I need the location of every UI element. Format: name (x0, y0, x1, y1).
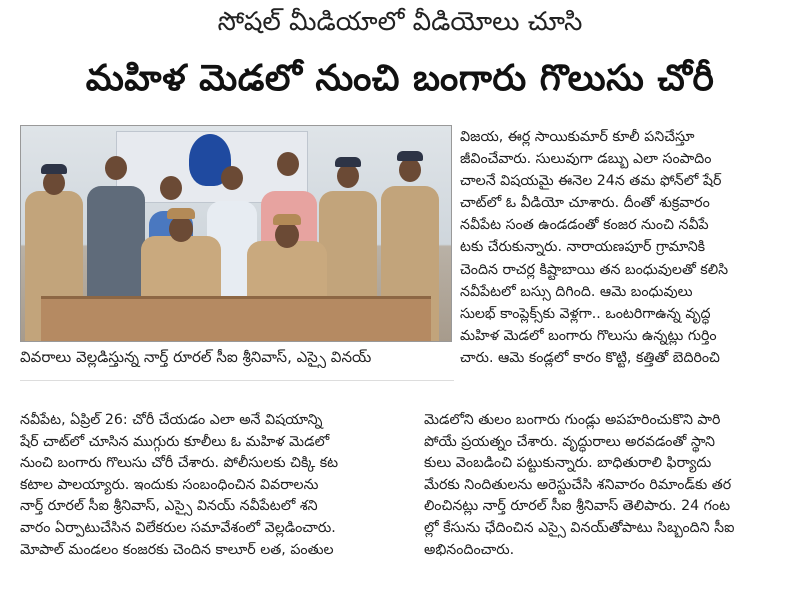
body-line: నుంచి బంగారు గొలుసు చోరీ చేశారు. పోలీసులకు చిక్కి కట (20, 455, 339, 472)
body-line: మోపాల్ మండలం కంజరకు చెందిన కాలూర్ లత, పంతుల (20, 541, 334, 558)
desk (41, 296, 431, 341)
body-line: చెందిన రాచర్ల కిష్టాబాయి తన బంధువులతో కలిసి (460, 261, 729, 278)
body-line: మహిళ మెడలో బంగారు గొలుసు ఉన్నట్లు గుర్తిం (460, 327, 717, 344)
body-line: సులభ్ కాంప్లెక్స్‌కు వెళ్లగా.. ఒంటరిగాఉన్న వృద్ధ (460, 305, 711, 322)
person-7-cap (397, 151, 423, 161)
person-4-head (221, 166, 243, 190)
body-line: ల్లో కేసును ఛేదించిన ఎస్సై వినయ్‌తోపాటు సిబ్బందిని సీఐ (424, 519, 735, 536)
body-line: మెడలోని తులం బంగారు గుండ్లు అపహరించుకొని పారి (424, 412, 721, 428)
body-line: టకు చేరుకున్నారు. నారాయణపూర్ గ్రామానికి (460, 239, 706, 256)
body-line: నార్త్ రూరల్ సీఐ శ్రీనివాస్, ఎస్సై వినయ్ నవీపేటలో శని (20, 498, 318, 515)
article-left-column (20, 410, 422, 561)
seated-officer-1-cap (167, 208, 195, 219)
body-line: చాలనే విషయమై ఈనెల 24న తమ ఫోన్‌లో షేర్ (460, 173, 722, 190)
body-line: కటాల పాలయ్యారు. ఇందుకు సంబంధించిన వివరాలను (20, 476, 319, 493)
body-line: వారం ఏర్పాటుచేసిన విలేకరుల సమావేశంలో వెల్లడించారు. (20, 519, 336, 536)
article-right-column (460, 126, 796, 369)
article-headline: మహిళ మెడలో నుంచి బంగారు గొలుసు చోరీ (85, 58, 715, 99)
body-line: నవీపేటలో బస్సు దిగింది. ఆమె బంధువులు (460, 283, 693, 300)
article-kicker: సోషల్ మీడియాలో వీడియోలు చూసి (217, 7, 583, 37)
seated-officer-2-cap (273, 214, 301, 225)
body-line: అభినందించారు. (424, 541, 515, 558)
body-line: నవీపేట సంత ఉండడంతో కంజర నుంచి నవీపే (460, 217, 709, 234)
body-line: కులు వెంబడించి పట్టుకున్నారు. బాధితురాలి ఫిర్యాదు (424, 455, 712, 472)
body-line: చాట్‌లో ఓ వీడియో చూశారు. దీంతో శుక్రవారం (460, 195, 710, 212)
body-line: పోయే ప్రయత్నం చేశారు. వృద్ధురాలు అరవడంతో స్థాని (424, 433, 715, 450)
news-photo (20, 125, 452, 342)
person-3-head (160, 176, 182, 200)
caption-rule (20, 380, 454, 381)
person-1-cap (41, 164, 67, 174)
body-line: నవీపేట, ఏప్రిల్ 26: చోరీ చేయడం ఎలా అనే విషయాన్ని (20, 412, 323, 428)
person-6-head (337, 164, 359, 188)
body-line: చారు. ఆమె కండ్లలో కారం కొట్టి, కత్తితో బెదిరించి (460, 349, 720, 366)
body-line: విజయ, ఈర్ల సాయికుమార్ కూలీ పనిచేస్తూ (460, 129, 695, 145)
person-6-cap (335, 157, 361, 167)
person-1-head (43, 171, 65, 195)
article-right-bottom-column (424, 410, 796, 561)
body-line: జీవించేవారు. సులువుగా డబ్బు ఎలా సంపాదిం (460, 151, 712, 168)
body-line: షేర్ చాట్‌లో చూసిన ముగ్గురు కూలీలు ఓ మహిళ మెడలో (20, 433, 330, 450)
seated-officer-1-head (169, 216, 193, 242)
body-line: లించినట్లు నార్త్ రూరల్ సీఐ శ్రీనివాస్ తెలిపారు. 24 గంట (424, 498, 731, 515)
person-2-head (105, 156, 127, 180)
body-line: మేరకు నిందితులను అరెస్టుచేసి శనివారం రిమాండ్‌కు తర (424, 476, 732, 493)
seated-officer-2-head (275, 222, 299, 248)
person-7-head (399, 158, 421, 182)
photo-caption: వివరాలు వెల్లడిస్తున్న నార్త్ రూరల్ సీఐ శ్రీనివాస్, ఎస్సై వినయ్ (20, 348, 372, 366)
person-5-head (277, 152, 299, 176)
